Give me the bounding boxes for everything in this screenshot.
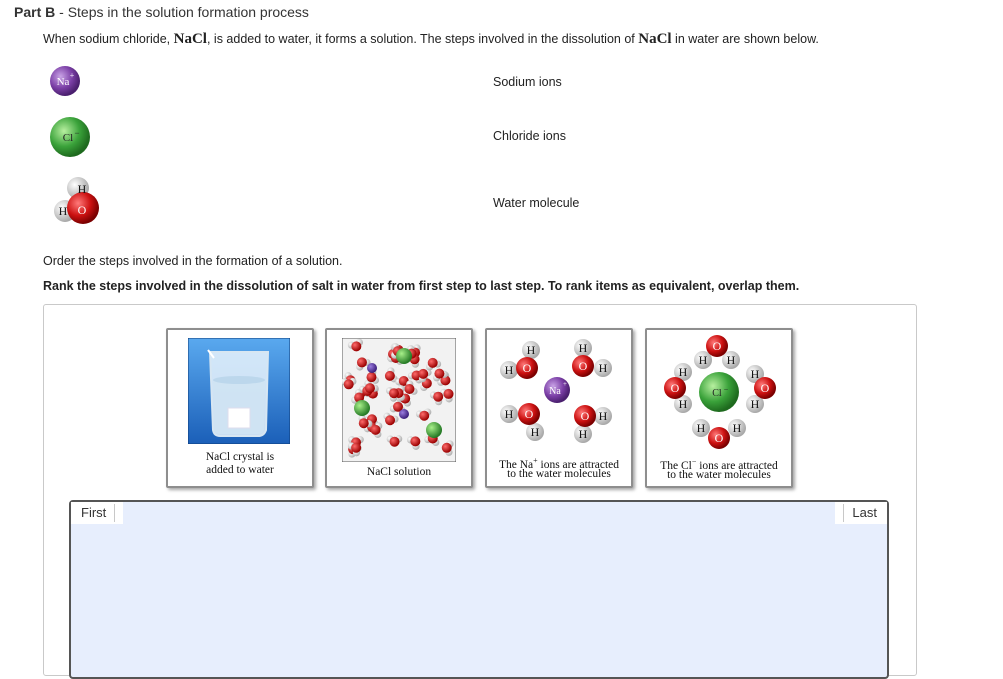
water-h2: H	[58, 204, 68, 218]
svg-text:H: H	[526, 343, 536, 357]
svg-text:H: H	[578, 427, 588, 441]
part-title	[14, 4, 309, 20]
svg-text:H: H	[750, 397, 760, 411]
legend-label-water: Water molecule	[493, 196, 580, 210]
svg-text:O: O	[760, 381, 770, 395]
svg-text:H: H	[678, 397, 688, 411]
svg-text:H: H	[530, 425, 540, 439]
water-molecule	[746, 365, 776, 413]
svg-text:H: H	[696, 421, 706, 435]
order-instruction: Order the steps involved in the formation of a solution.	[43, 254, 343, 268]
svg-text:H: H	[598, 409, 608, 423]
water-h1: H	[77, 182, 87, 196]
rank-last-label: Last	[843, 504, 885, 522]
step-card-nacl-solution[interactable]	[325, 328, 473, 488]
water-molecule	[500, 341, 540, 379]
svg-text:O: O	[524, 407, 534, 421]
formula-nacl-2: NaCl	[638, 31, 672, 47]
solution-sodium-ion	[399, 409, 409, 419]
card-3-caption-line-2: to the water molecules	[507, 468, 611, 480]
ranking-drop-zone[interactable]	[69, 500, 889, 679]
svg-text:O: O	[714, 431, 724, 445]
rank-first-label: First	[73, 504, 115, 522]
solution-image	[342, 338, 456, 462]
cl-hydration-image	[647, 332, 791, 452]
card-3-caption-sup: +	[533, 456, 538, 465]
beaker-image	[188, 338, 290, 444]
water-molecule	[574, 405, 612, 443]
water-o: O	[77, 203, 87, 217]
water-molecule	[500, 403, 544, 441]
card-2-caption: NaCl solution	[366, 466, 432, 478]
chloride-ion-icon	[49, 116, 91, 158]
svg-text:O: O	[670, 381, 680, 395]
water-molecule-icon	[52, 176, 102, 228]
water-molecule	[692, 419, 746, 449]
intro-text-1: When sodium chloride,	[43, 32, 174, 46]
card-4-caption-sup: −	[691, 457, 697, 466]
na-center-symbol: Na	[549, 386, 561, 397]
card-4-caption-b: ions are attracted	[696, 459, 778, 472]
card-3-caption-a: The Na	[498, 458, 534, 471]
svg-text:O: O	[712, 339, 722, 353]
svg-text:O: O	[578, 359, 588, 373]
cl-center-charge: −	[723, 385, 729, 394]
card-1-caption-line-2: added to water	[206, 464, 274, 476]
na-center-charge: +	[563, 380, 567, 388]
card-4-caption-a: The Cl	[660, 459, 692, 472]
part-label: Part B	[14, 4, 56, 20]
svg-text:H: H	[578, 341, 588, 355]
step-card-na-attracted[interactable]	[485, 328, 633, 488]
step-card-crystal-added[interactable]	[166, 328, 314, 488]
intro-text-2: , is added to water, it forms a solution. The steps involved in the dissolution of	[206, 32, 639, 46]
solution-chloride-ion	[354, 400, 370, 416]
card-1-caption-line-1: NaCl crystal is	[205, 451, 275, 463]
water-molecule	[664, 363, 692, 413]
step-card-cl-attracted[interactable]	[645, 328, 793, 488]
svg-text:H: H	[732, 421, 742, 435]
intro-paragraph	[43, 31, 819, 48]
chloride-charge: −	[74, 128, 80, 138]
sodium-ion-icon	[49, 65, 81, 97]
svg-text:O: O	[580, 409, 590, 423]
formula-nacl-1: NaCl	[173, 31, 207, 47]
svg-text:H: H	[726, 353, 736, 367]
svg-text:H: H	[750, 367, 760, 381]
legend-label-chloride: Chloride ions	[493, 129, 566, 143]
svg-text:H: H	[678, 365, 688, 379]
svg-text:H: H	[504, 363, 514, 377]
ranking-header-strip	[123, 502, 835, 524]
solution-sodium-ion	[367, 363, 377, 373]
water-molecule	[572, 339, 612, 377]
card-3-caption-b: ions are attracted	[537, 458, 620, 471]
intro-text-3: in water are shown below.	[671, 32, 819, 46]
part-separator: -	[55, 4, 68, 20]
water-molecule	[694, 335, 740, 369]
sodium-charge: +	[69, 71, 75, 80]
svg-text:O: O	[522, 361, 532, 375]
legend-label-sodium: Sodium ions	[493, 75, 562, 89]
rank-instruction: Rank the steps involved in the dissolution of salt in water from first step to last step. To rank items as equivalent, overlap them.	[43, 279, 800, 293]
part-title-text: Steps in the solution formation process	[67, 4, 309, 20]
sodium-symbol: Na	[56, 76, 70, 88]
chloride-symbol: Cl	[62, 132, 74, 144]
card-4-caption-line-2: to the water molecules	[667, 469, 771, 481]
svg-text:H: H	[598, 361, 608, 375]
solution-chloride-ion	[426, 422, 442, 438]
svg-text:H: H	[504, 407, 514, 421]
solution-chloride-ion	[396, 348, 412, 364]
cl-center-symbol: Cl	[712, 388, 722, 399]
svg-text:H: H	[698, 353, 708, 367]
na-hydration-image	[487, 332, 631, 452]
